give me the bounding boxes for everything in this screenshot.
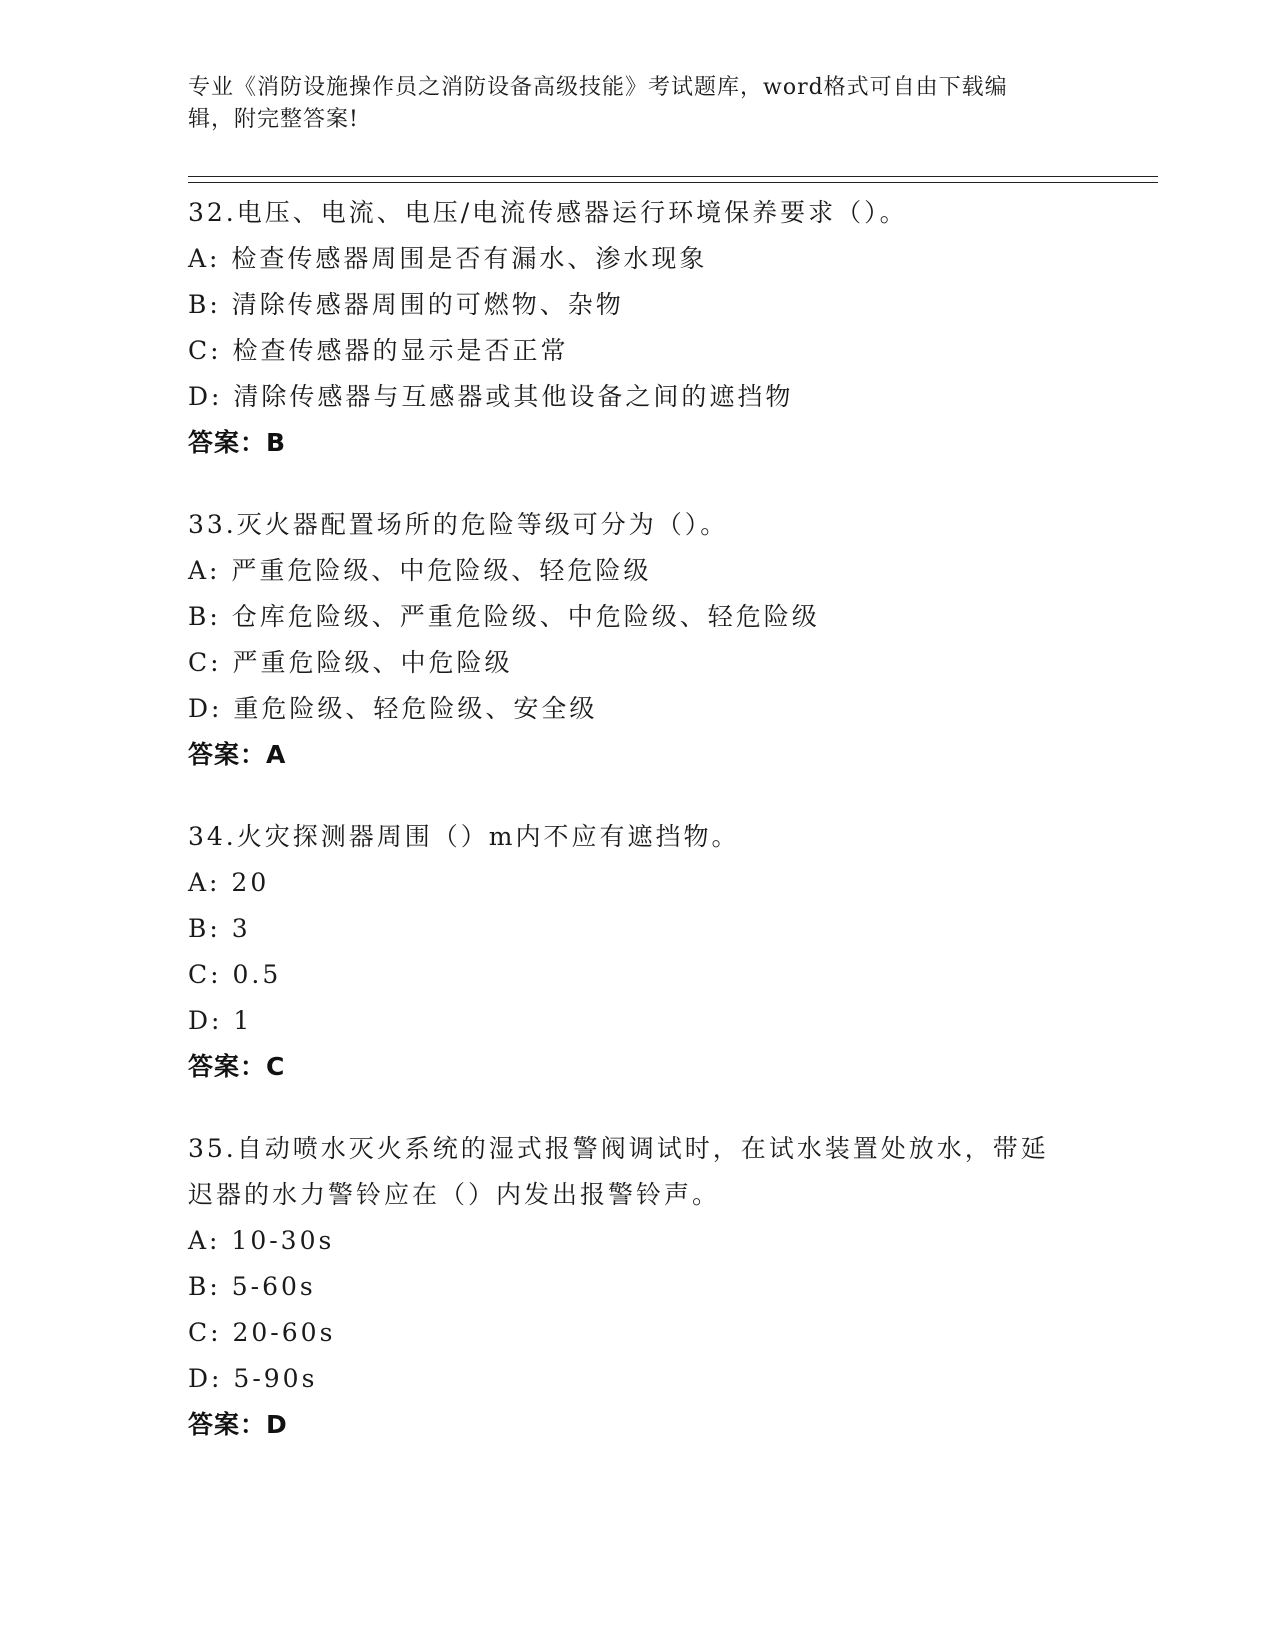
option-d: D: 5-90s — [188, 1364, 318, 1393]
header-divider-bottom — [188, 182, 1158, 183]
option-b: B: 5-60s — [188, 1272, 316, 1301]
question-list — [188, 190, 1088, 1484]
question-stem: 34.火灾探测器周围（）m内不应有遮挡物。 — [188, 822, 740, 851]
question-stem-line-2: 迟器的水力警铃应在（）内发出报警铃声。 — [188, 1180, 721, 1209]
answer: 答案：C — [188, 1052, 286, 1081]
header-line-2: 辑，附完整答案! — [188, 107, 359, 132]
question-35 — [188, 1126, 1088, 1448]
header-line-1: 专业《消防设施操作员之消防设备高级技能》考试题库，word格式可自由下载编 — [188, 75, 1008, 100]
header-divider-top — [188, 176, 1158, 177]
option-a: A: 严重危险级、中危险级、轻危险级 — [188, 556, 652, 585]
option-c: C: 0.5 — [188, 960, 282, 989]
option-d: D: 清除传感器与互感器或其他设备之间的遮挡物 — [188, 382, 794, 411]
answer: 答案：D — [188, 1410, 288, 1439]
option-a: A: 10-30s — [188, 1226, 335, 1255]
question-33 — [188, 502, 1088, 778]
question-stem-line-1: 35.自动喷水灭火系统的湿式报警阀调试时，在试水装置处放水，带延 — [188, 1134, 1049, 1163]
option-a: A: 检查传感器周围是否有漏水、渗水现象 — [188, 244, 708, 273]
option-a: A: 20 — [188, 868, 270, 897]
option-d: D: 重危险级、轻危险级、安全级 — [188, 694, 598, 723]
document-header — [188, 72, 1068, 136]
option-c: C: 检查传感器的显示是否正常 — [188, 336, 569, 365]
option-c: C: 20-60s — [188, 1318, 336, 1347]
answer: 答案：A — [188, 740, 287, 769]
question-34 — [188, 814, 1088, 1090]
question-stem: 33.灭火器配置场所的危险等级可分为（）。 — [188, 510, 729, 539]
option-c: C: 严重危险级、中危险级 — [188, 648, 513, 677]
question-32 — [188, 190, 1088, 466]
question-stem: 32.电压、电流、电压/电流传感器运行环境保养要求（）。 — [188, 198, 908, 227]
option-b: B: 仓库危险级、严重危险级、中危险级、轻危险级 — [188, 602, 820, 631]
option-d: D: 1 — [188, 1006, 253, 1035]
option-b: B: 清除传感器周围的可燃物、杂物 — [188, 290, 624, 319]
answer: 答案：B — [188, 428, 287, 457]
option-b: B: 3 — [188, 914, 251, 943]
